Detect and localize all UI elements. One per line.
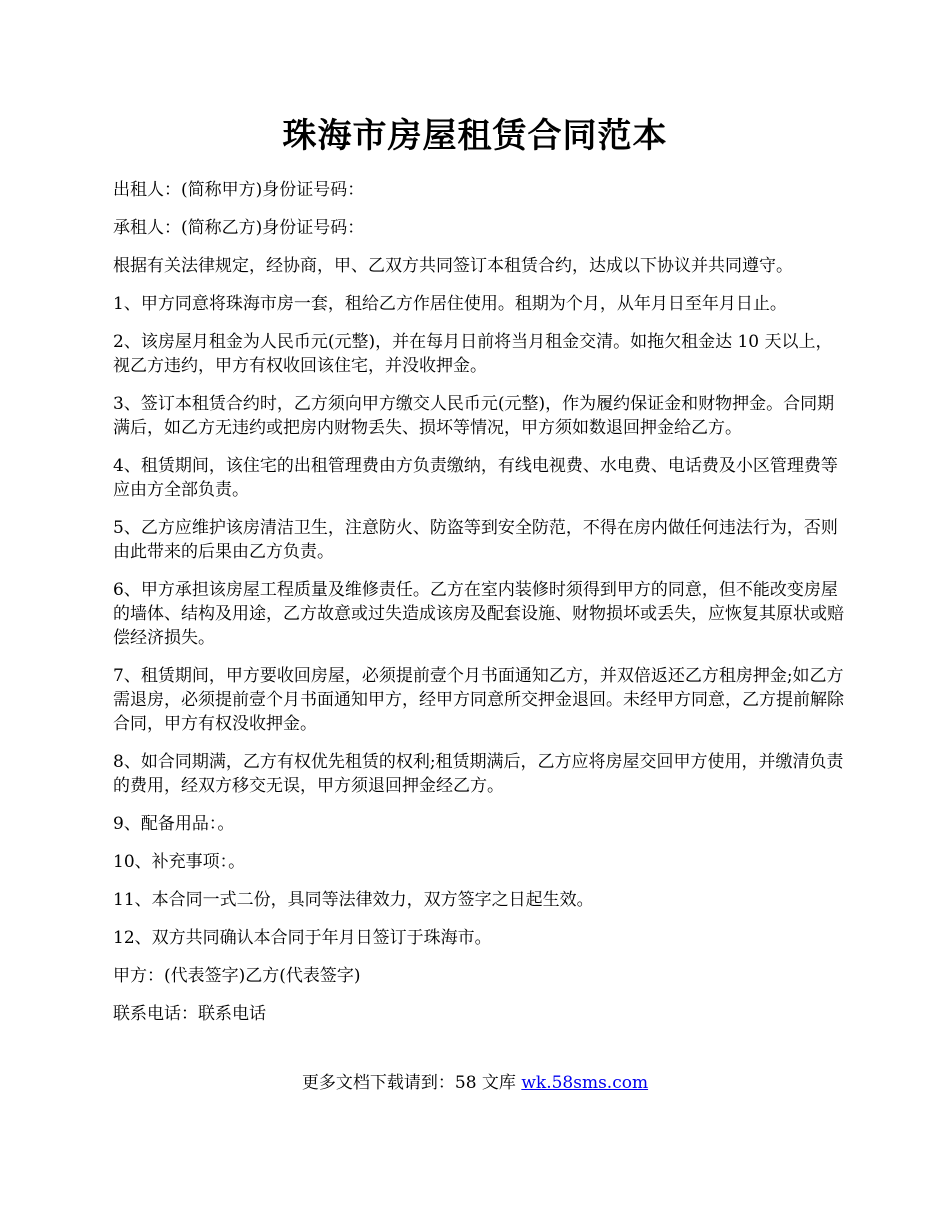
download-footer xyxy=(0,1071,950,1095)
clause-3: 3、签订本租赁合约时，乙方须向甲方缴交人民币元(元整)，作为履约保证金和财物押金。合同期满后，如乙方无违约或把房内财物丢失、损坏等情况，甲方须如数退回押金给乙方。 xyxy=(113,394,835,438)
paragraph-lessee: 承租人：(简称乙方)身份证号码： xyxy=(113,218,365,238)
clause-7: 7、租赁期间，甲方要收回房屋，必须提前壹个月书面通知乙方，并双倍返还乙方租房押金;如乙方需退房，必须提前壹个月书面通知甲方，经甲方同意所交押金退回。未经甲方同意，乙方提前解除合同，甲方有权没收押金。 xyxy=(113,666,844,734)
clause-1: 1、甲方同意将珠海市房一套，租给乙方作居住使用。租期为个月，从年月日至年月日止。 xyxy=(113,294,787,314)
signature-line: 甲方：(代表签字)乙方(代表签字) xyxy=(113,966,361,986)
footer-text: 更多文档下载请到：58 文库 xyxy=(301,1073,522,1093)
clause-8: 8、如合同期满，乙方有权优先租赁的权利;租赁期满后，乙方应将房屋交回甲方使用，并缴清负责的费用，经双方移交无误，甲方须退回押金经乙方。 xyxy=(113,752,844,796)
clause-9: 9、配备用品：。 xyxy=(113,814,235,834)
paragraph-preamble: 根据有关法律规定，经协商，甲、乙双方共同签订本租赁合约，达成以下协议并共同遵守。 xyxy=(113,256,793,276)
clause-12: 12、双方共同确认本合同于年月日签订于珠海市。 xyxy=(113,928,492,948)
clause-4: 4、租赁期间，该住宅的出租管理费由方负责缴纳，有线电视费、水电费、电话费及小区管理费等应由方全部负责。 xyxy=(113,456,838,500)
clause-2: 2、该房屋月租金为人民币元(元整)，并在每月日前将当月租金交清。如拖欠租金达 10 天以上，视乙方违约，甲方有权收回该住宅，并没收押金。 xyxy=(113,332,833,376)
clause-5: 5、乙方应维护该房清洁卫生，注意防火、防盗等到安全防范，不得在房内做任何违法行为，否则由此带来的后果由乙方负责。 xyxy=(113,518,838,562)
document-body xyxy=(113,178,848,1040)
clause-6: 6、甲方承担该房屋工程质量及维修责任。乙方在室内装修时须得到甲方的同意，但不能改变房屋的墙体、结构及用途，乙方故意或过失造成该房及配套设施、财物损坏或丢失，应恢复其原状或赔偿经济损失。 xyxy=(113,580,844,648)
page-title: 珠海市房屋租赁合同范本 xyxy=(282,116,668,156)
download-site-link[interactable]: wk.58sms.com xyxy=(521,1073,649,1093)
contact-phone-line: 联系电话：联系电话 xyxy=(113,1004,266,1024)
paragraph-lessor: 出租人：(简称甲方)身份证号码： xyxy=(113,180,365,200)
clause-11: 11、本合同一式二份，具同等法律效力，双方签字之日起生效。 xyxy=(113,890,594,910)
clause-10: 10、补充事项：。 xyxy=(113,852,246,872)
